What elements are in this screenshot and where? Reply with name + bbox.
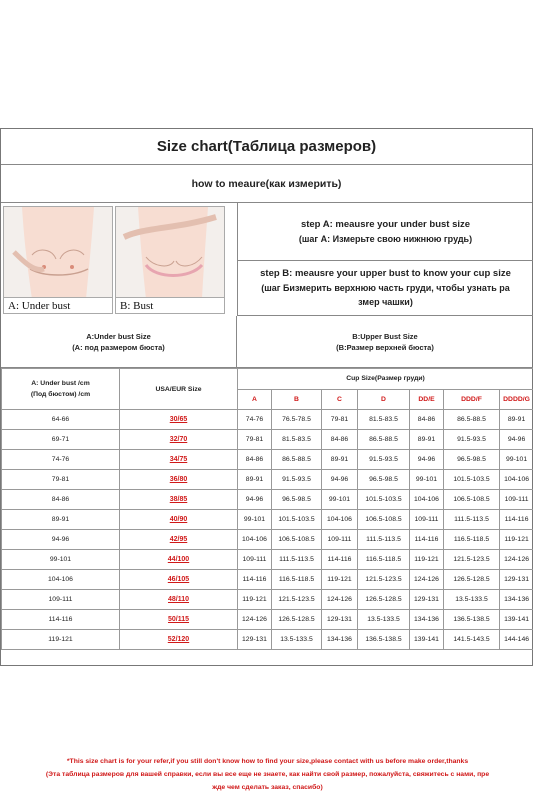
table-row (2, 630, 533, 650)
usa-eur-size-cell: 40/90 (120, 510, 238, 530)
cup-header-cell: A (238, 389, 272, 410)
under-bust-size-label: A:Under bust Size (86, 331, 151, 341)
cup-value-cell: 84-86 (322, 430, 358, 450)
footnote-en: *This size chart is for your refer,if you still don't know how to find your size,please contact with us before make order,thanks (66, 758, 469, 765)
size-table (1, 368, 533, 650)
under-bust-size-header (1, 316, 237, 368)
cup-value-cell: 136.5-138.5 (444, 610, 500, 630)
cup-value-cell: 109-111 (410, 510, 444, 530)
step-b-text: step B: meausre your upper bust to know your cup size (260, 268, 511, 279)
cup-value-cell: 139-141 (410, 630, 444, 650)
cup-value-cell: 79-81 (322, 410, 358, 430)
cup-value-cell: 121.5-123.5 (358, 570, 410, 590)
under-bust-cell: 99-101 (2, 550, 120, 570)
cup-value-cell: 111.5-113.5 (358, 530, 410, 550)
under-bust-cell: 69-71 (2, 430, 120, 450)
table-row (2, 550, 533, 570)
usa-eur-size-cell: 38/85 (120, 490, 238, 510)
table-row (2, 470, 533, 490)
cup-value-cell: 86.5-88.5 (444, 410, 500, 430)
measure-images (1, 206, 231, 314)
cup-value-cell: 104-106 (238, 530, 272, 550)
cup-value-cell: 13.5-133.5 (444, 590, 500, 610)
cup-value-cell: 134-136 (500, 590, 533, 610)
step-a-text: step A: meausre your under bust size (300, 218, 471, 230)
table-row (2, 510, 533, 530)
cup-value-cell: 114-116 (322, 550, 358, 570)
cup-value-cell: 96.5-98.5 (358, 470, 410, 490)
cup-value-cell: 119-121 (322, 570, 358, 590)
table-row (2, 590, 533, 610)
under-bust-col-label-ru: (Под бюстом) /cm (30, 391, 91, 398)
usa-eur-size-cell: 48/110 (120, 590, 238, 610)
cup-value-cell: 86.5-88.5 (272, 450, 322, 470)
chart-title: Size chart(Таблица размеров) (1, 129, 532, 165)
footnote-ru-2: жде чем сделать заказ, спасибо) (212, 784, 323, 791)
cup-value-cell: 91.5-93.5 (272, 470, 322, 490)
cup-value-cell: 106.5-108.5 (358, 510, 410, 530)
cup-header-cell: C (322, 389, 358, 410)
table-row (2, 410, 533, 430)
table-row (2, 530, 533, 550)
cup-value-cell: 109-111 (500, 490, 533, 510)
cup-value-cell: 104-106 (322, 510, 358, 530)
cup-value-cell: 96.5-98.5 (272, 490, 322, 510)
table-row (2, 430, 533, 450)
cup-value-cell: 141.5-143.5 (444, 630, 500, 650)
cup-value-cell: 99-101 (500, 450, 533, 470)
cup-value-cell: 126.5-128.5 (358, 590, 410, 610)
cup-value-cell: 129-131 (238, 630, 272, 650)
under-bust-cell: 119-121 (2, 630, 120, 650)
under-bust-size-label-ru: (A: под размером бюста) (72, 342, 165, 352)
under-bust-cell: 84-86 (2, 490, 120, 510)
under-bust-cell: 89-91 (2, 510, 120, 530)
cup-value-cell: 124-126 (322, 590, 358, 610)
cup-value-cell: 74-76 (238, 410, 272, 430)
cup-header-cell: DD/E (410, 389, 444, 410)
under-bust-col-label: A: Under bust /cm (31, 380, 90, 387)
cup-value-cell: 114-116 (238, 570, 272, 590)
cup-value-cell: 121.5-123.5 (444, 550, 500, 570)
usa-eur-size-cell: 42/95 (120, 530, 238, 550)
cup-value-cell: 13.5-133.5 (272, 630, 322, 650)
cup-value-cell: 109-111 (238, 550, 272, 570)
upper-bust-size-label-ru: (B:Размер верхней бюста) (336, 342, 434, 352)
under-bust-cell: 79-81 (2, 470, 120, 490)
under-bust-cell: 104-106 (2, 570, 120, 590)
cup-value-cell: 139-141 (500, 610, 533, 630)
cup-value-cell: 104-106 (500, 470, 533, 490)
cup-value-cell: 13.5-133.5 (358, 610, 410, 630)
torso-illustration-a (4, 207, 112, 299)
cup-value-cell: 119-121 (500, 530, 533, 550)
cup-value-cell: 89-91 (410, 430, 444, 450)
cup-value-cell: 126.5-128.5 (444, 570, 500, 590)
cup-value-cell: 91.5-93.5 (444, 430, 500, 450)
cup-header-cell: DDD/F (444, 389, 500, 410)
under-bust-photo (3, 206, 113, 314)
step-b-text-ru-1: (шаг Бизмерить верхнюю часть груди, чтобы узнать ра (261, 283, 510, 293)
under-bust-cell: 114-116 (2, 610, 120, 630)
cup-value-cell: 111.5-113.5 (272, 550, 322, 570)
cup-value-cell: 134-136 (410, 610, 444, 630)
cup-value-cell: 84-86 (410, 410, 444, 430)
cup-value-cell: 101.5-103.5 (272, 510, 322, 530)
cup-value-cell: 114-116 (500, 510, 533, 530)
cup-value-cell: 99-101 (322, 490, 358, 510)
table-row (2, 450, 533, 470)
cup-value-cell: 116.5-118.5 (358, 550, 410, 570)
usa-eur-size-cell: 32/70 (120, 430, 238, 450)
cup-value-cell: 101.5-103.5 (444, 470, 500, 490)
usa-eur-column-header: USA/EUR Size (120, 369, 238, 410)
upper-bust-size-header (237, 316, 533, 368)
cup-value-cell: 76.5-78.5 (272, 410, 322, 430)
cup-value-cell: 94-96 (410, 450, 444, 470)
cup-value-cell: 86.5-88.5 (358, 430, 410, 450)
cup-value-cell: 94-96 (322, 470, 358, 490)
cup-value-cell: 129-131 (500, 570, 533, 590)
cup-value-cell: 89-91 (238, 470, 272, 490)
cup-header-cell: D (358, 389, 410, 410)
cup-value-cell: 106.5-108.5 (444, 490, 500, 510)
under-bust-cell: 109-111 (2, 590, 120, 610)
usa-eur-size-cell: 46/105 (120, 570, 238, 590)
size-chart-sheet (0, 128, 533, 791)
cup-value-cell: 81.5-83.5 (272, 430, 322, 450)
under-bust-cell: 94-96 (2, 530, 120, 550)
step-a-box (237, 203, 533, 261)
cup-value-cell: 101.5-103.5 (358, 490, 410, 510)
step-b-text-ru-2: змер чашки) (358, 297, 413, 307)
measure-subtitle: how to meaure(как измерить) (1, 165, 532, 203)
cup-value-cell: 126.5-128.5 (272, 610, 322, 630)
usa-eur-size-cell: 34/75 (120, 450, 238, 470)
cup-value-cell: 121.5-123.5 (272, 590, 322, 610)
cup-value-cell: 106.5-108.5 (272, 530, 322, 550)
cup-value-cell: 136.5-138.5 (358, 630, 410, 650)
step-b-box (237, 261, 533, 316)
cup-value-cell: 81.5-83.5 (358, 410, 410, 430)
cup-header-cell: DDDD/G (500, 389, 533, 410)
under-bust-caption: A: Under bust (4, 297, 112, 313)
under-bust-column-header (2, 369, 120, 410)
cup-value-cell: 96.5-98.5 (444, 450, 500, 470)
cup-value-cell: 89-91 (322, 450, 358, 470)
cup-value-cell: 91.5-93.5 (358, 450, 410, 470)
cup-value-cell: 99-101 (410, 470, 444, 490)
cup-value-cell: 94-96 (238, 490, 272, 510)
step-a-text-ru: (шаг А: Измерьте свою нижнюю грудь) (298, 233, 473, 244)
cup-value-cell: 124-126 (410, 570, 444, 590)
cup-value-cell: 144-146 (500, 630, 533, 650)
footnote-ru-1: (Эта таблица размеров для вашей справки, если вы все еще не знаете, как найти свой размер, пожалуйста, свяжитесь с нами, пре (45, 771, 490, 778)
cup-header-cell: B (272, 389, 322, 410)
table-row (2, 610, 533, 630)
cup-value-cell: 79-81 (238, 430, 272, 450)
usa-eur-size-cell: 50/115 (120, 610, 238, 630)
upper-bust-size-label: B:Upper Bust Size (352, 331, 418, 341)
usa-eur-size-cell: 36/80 (120, 470, 238, 490)
cup-value-cell: 111.5-113.5 (444, 510, 500, 530)
cup-value-cell: 119-121 (410, 550, 444, 570)
table-row (2, 490, 533, 510)
under-bust-cell: 74-76 (2, 450, 120, 470)
under-bust-cell: 64-66 (2, 410, 120, 430)
usa-eur-size-cell: 52/120 (120, 630, 238, 650)
cup-value-cell: 84-86 (238, 450, 272, 470)
cup-value-cell: 116.5-118.5 (444, 530, 500, 550)
cup-value-cell: 129-131 (410, 590, 444, 610)
cup-value-cell: 99-101 (238, 510, 272, 530)
cup-value-cell: 119-121 (238, 590, 272, 610)
usa-eur-size-cell: 44/100 (120, 550, 238, 570)
cup-value-cell: 134-136 (322, 630, 358, 650)
cup-value-cell: 114-116 (410, 530, 444, 550)
table-row (2, 570, 533, 590)
cup-value-cell: 109-111 (322, 530, 358, 550)
cup-size-header: Cup Size(Размер груди) (238, 369, 533, 390)
cup-value-cell: 124-126 (238, 610, 272, 630)
usa-eur-size-cell: 30/65 (120, 410, 238, 430)
torso-illustration-b (116, 207, 224, 299)
bust-photo (115, 206, 225, 314)
bust-caption: B: Bust (116, 297, 224, 313)
cup-value-cell: 116.5-118.5 (272, 570, 322, 590)
cup-value-cell: 94-96 (500, 430, 533, 450)
footnote (1, 755, 533, 794)
cup-value-cell: 104-106 (410, 490, 444, 510)
cup-value-cell: 89-91 (500, 410, 533, 430)
cup-value-cell: 129-131 (322, 610, 358, 630)
cup-value-cell: 124-126 (500, 550, 533, 570)
